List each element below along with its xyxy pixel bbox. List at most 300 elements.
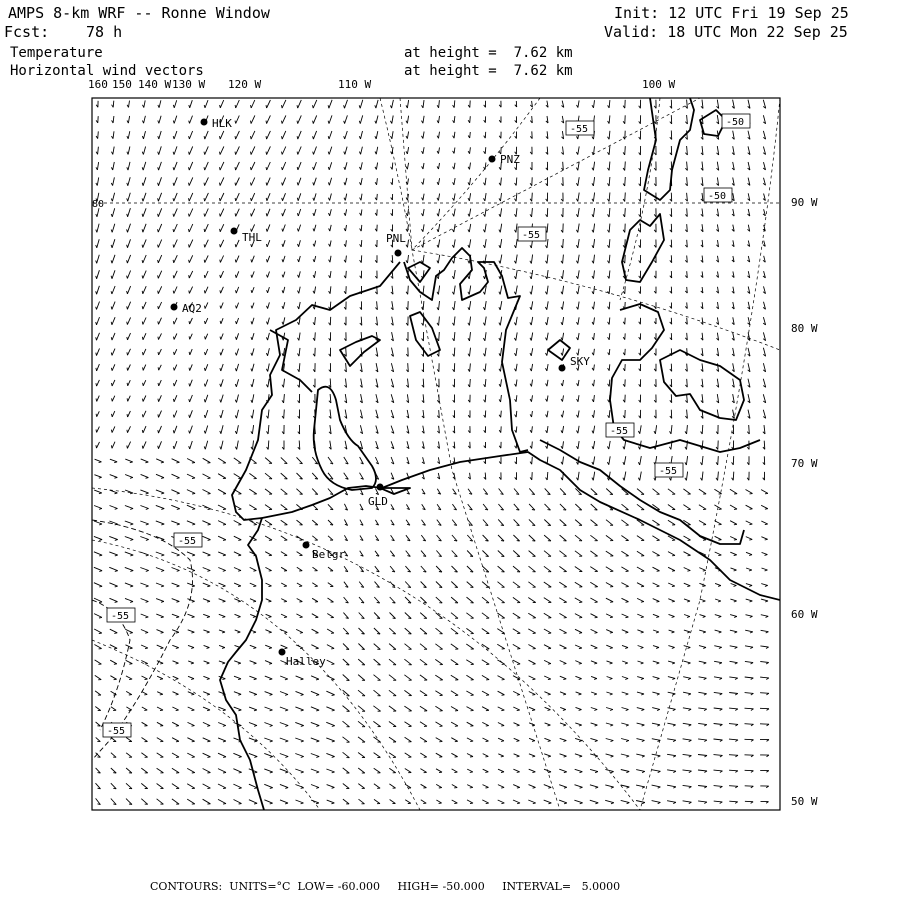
wind-vector-head <box>577 399 578 402</box>
wind-vector <box>218 799 226 803</box>
wind-vector-head <box>470 556 473 557</box>
wind-vector <box>609 318 610 325</box>
wind-vector <box>485 332 486 341</box>
wind-vector-head <box>207 741 210 742</box>
wind-vector <box>714 724 723 725</box>
wind-vector <box>547 333 548 341</box>
wind-vector <box>267 256 269 262</box>
wind-vector-head <box>657 709 660 710</box>
wind-vector-head <box>158 430 159 433</box>
wind-vector <box>281 552 287 556</box>
wind-vector <box>622 692 629 694</box>
wind-vector-head <box>297 136 298 139</box>
wind-vector <box>609 146 610 155</box>
wind-vector-head <box>720 694 723 695</box>
wind-vector-head <box>176 462 179 463</box>
wind-vector-head <box>223 524 226 525</box>
wind-vector <box>686 472 687 481</box>
wind-vector-head <box>99 524 102 525</box>
wind-vector-head <box>111 445 112 448</box>
wind-vector <box>159 318 162 325</box>
wind-vector <box>377 178 378 185</box>
wind-vector <box>299 317 300 324</box>
wind-vector-head <box>344 121 345 124</box>
wind-vector-head <box>360 167 361 170</box>
wind-vector-head <box>704 802 707 803</box>
wind-vector-head <box>765 601 768 602</box>
wind-vector-head <box>623 462 624 465</box>
wind-vector <box>609 224 610 233</box>
wind-vector <box>609 208 610 217</box>
wind-vector <box>128 396 131 402</box>
wind-vector-head <box>192 757 195 758</box>
wind-vector <box>637 504 644 509</box>
wind-vector <box>668 552 675 556</box>
wind-vector <box>156 505 164 508</box>
wind-vector-head <box>267 306 268 309</box>
wind-vector-head <box>112 414 113 417</box>
wind-vector <box>128 411 131 417</box>
wind-vector-head <box>765 509 768 510</box>
wind-vector-head <box>332 787 335 788</box>
wind-vector <box>594 100 595 108</box>
wind-vector-head <box>580 787 583 788</box>
wind-vector <box>142 738 148 742</box>
wind-vector-head <box>143 383 144 386</box>
wind-vector <box>174 146 177 154</box>
wind-vector <box>143 177 146 185</box>
wind-vector <box>127 317 130 324</box>
wind-vector <box>252 364 254 372</box>
wind-vector <box>684 630 690 632</box>
wind-vector <box>237 425 239 434</box>
wind-vector <box>112 286 115 294</box>
wind-vector-head <box>499 276 500 279</box>
wind-vector-head <box>142 183 143 186</box>
wind-vector <box>609 115 610 123</box>
wind-vector <box>233 784 241 788</box>
wind-vector <box>606 645 612 648</box>
wind-vector <box>746 521 753 524</box>
wind-vector <box>699 568 705 571</box>
wind-vector <box>219 599 226 602</box>
wind-vector-head <box>161 632 164 633</box>
wind-vector-head <box>546 399 547 402</box>
wind-vector-head <box>223 601 226 602</box>
wind-vector <box>500 301 502 310</box>
wind-vector <box>361 194 362 201</box>
wind-vector <box>684 599 690 601</box>
wind-vector <box>143 426 146 433</box>
wind-vector <box>97 270 100 279</box>
wind-vector <box>466 613 473 618</box>
wind-vector <box>485 163 486 170</box>
wind-vector <box>110 676 116 680</box>
wind-vector <box>283 225 286 232</box>
wind-vector <box>111 753 116 758</box>
wind-vector-head <box>173 167 174 170</box>
wind-vector <box>637 536 644 541</box>
wind-vector-head <box>222 632 225 633</box>
wind-vector-head <box>579 617 582 618</box>
wind-vector <box>560 488 566 494</box>
wind-vector <box>265 707 273 710</box>
svg-text:AQ2: AQ2 <box>182 302 202 315</box>
wind-vector-head <box>577 478 578 481</box>
wind-vector-head <box>501 509 504 510</box>
wind-vector-head <box>594 663 597 664</box>
wind-vector <box>140 521 148 524</box>
wind-vector <box>250 599 256 602</box>
wind-vector-head <box>532 756 535 757</box>
wind-vector <box>252 348 254 355</box>
wind-vector-head <box>270 694 273 695</box>
wind-vector <box>514 738 520 740</box>
wind-vector <box>652 723 660 725</box>
wind-vector-head <box>223 710 226 711</box>
wind-vector <box>715 552 722 555</box>
wind-vector <box>174 177 177 185</box>
wind-vector-head <box>282 105 283 108</box>
wind-vector-head <box>251 105 252 108</box>
wind-vector-head <box>610 632 613 633</box>
wind-vector <box>621 723 628 725</box>
wind-vector <box>97 317 100 325</box>
wind-vector <box>112 426 115 432</box>
wind-vector-head <box>251 167 252 170</box>
wind-vector <box>560 661 567 664</box>
wind-vector <box>205 395 208 402</box>
wind-vector <box>343 768 350 773</box>
wind-vector <box>562 426 563 433</box>
wind-vector <box>482 566 489 572</box>
wind-vector <box>219 661 225 663</box>
wind-vector-head <box>734 632 737 633</box>
wind-vector-head <box>453 214 454 217</box>
wind-vector-head <box>301 726 304 727</box>
wind-vector <box>111 768 116 773</box>
wind-vector <box>112 442 115 449</box>
wind-vector <box>264 738 272 741</box>
wind-vector <box>637 723 645 725</box>
wind-vector <box>189 162 192 170</box>
wind-vector <box>189 131 192 139</box>
wind-vector <box>159 411 162 418</box>
wind-vector <box>113 101 114 108</box>
wind-vector-head <box>623 478 624 481</box>
wind-vector-head <box>266 213 267 216</box>
wind-vector <box>698 801 707 802</box>
wind-vector <box>313 115 316 123</box>
wind-vector-head <box>501 772 504 773</box>
wind-vector-head <box>687 617 690 618</box>
wind-vector-head <box>158 167 159 170</box>
wind-vector <box>189 209 193 217</box>
wind-vector <box>590 800 598 803</box>
wind-vector <box>730 661 738 662</box>
wind-vector <box>125 552 133 555</box>
wind-vector-head <box>174 368 175 371</box>
wind-vector-head <box>189 214 190 217</box>
wind-vector <box>482 629 489 634</box>
wind-vector <box>189 271 192 278</box>
wind-vector <box>625 208 626 217</box>
wind-vector-head <box>129 664 132 665</box>
wind-vector-head <box>673 787 676 788</box>
wind-vector-head <box>561 322 562 325</box>
wind-vector <box>451 753 457 756</box>
wind-vector <box>485 317 486 326</box>
wind-vector <box>594 395 595 402</box>
wind-vector <box>125 521 133 524</box>
wind-vector-head <box>595 756 598 757</box>
wind-vector-head <box>161 571 164 572</box>
wind-vector <box>361 131 363 139</box>
wind-vector <box>559 613 566 617</box>
wind-vector <box>544 520 550 526</box>
wind-vector-head <box>548 772 551 773</box>
wind-vector <box>404 659 411 665</box>
wind-vector <box>609 255 610 263</box>
wind-vector <box>467 754 473 757</box>
wind-vector-head <box>734 555 737 556</box>
wind-vector-head <box>515 230 516 233</box>
wind-vector <box>451 582 457 588</box>
wind-vector-head <box>576 276 577 279</box>
wind-vector-head <box>703 647 706 648</box>
wind-vector <box>574 800 582 803</box>
wind-vector-head <box>297 229 298 232</box>
wind-vector-head <box>563 725 566 726</box>
wind-vector-head <box>207 726 210 727</box>
wind-vector <box>436 800 441 803</box>
wind-vector <box>374 675 381 681</box>
wind-vector <box>609 410 610 418</box>
wind-vector <box>684 536 691 540</box>
svg-text:SKY: SKY <box>570 355 590 368</box>
wind-vector <box>390 613 396 619</box>
wind-vector <box>466 691 473 695</box>
wind-vector-head <box>173 183 174 186</box>
wind-vector-head <box>594 679 597 680</box>
wind-vector-head <box>515 384 516 387</box>
wind-vector <box>141 599 149 602</box>
wind-vector-head <box>142 291 143 294</box>
wind-vector-head <box>688 678 691 679</box>
wind-vector <box>578 162 579 171</box>
wind-vector-head <box>577 446 578 449</box>
wind-vector <box>311 707 319 710</box>
wind-vector-head <box>239 788 242 789</box>
wind-vector-head <box>579 648 582 649</box>
wind-vector <box>330 209 332 216</box>
contour-label <box>704 188 732 202</box>
wind-vector-head <box>332 726 335 727</box>
wind-vector <box>330 302 331 310</box>
wind-vector <box>236 318 238 324</box>
wind-vector-head <box>502 679 505 680</box>
wind-vector-head <box>592 322 593 325</box>
wind-vector-head <box>580 772 583 773</box>
wind-vector-head <box>749 570 752 571</box>
wind-vector-head <box>548 648 551 649</box>
wind-vector <box>746 537 752 540</box>
wind-vector <box>187 490 195 494</box>
wind-vector <box>655 425 656 434</box>
wind-vector <box>172 568 180 571</box>
wind-vector-head <box>235 384 236 387</box>
wind-vector <box>205 380 208 387</box>
wind-vector <box>622 598 629 601</box>
wind-vector-head <box>579 756 582 757</box>
wind-vector <box>298 209 300 216</box>
wind-vector-head <box>238 694 241 695</box>
wind-vector-head <box>251 400 252 403</box>
wind-vector-head <box>313 213 314 216</box>
wind-vector <box>513 644 520 648</box>
wind-vector <box>621 770 629 772</box>
wind-vector-head <box>514 323 515 326</box>
wind-vector <box>143 349 146 355</box>
wind-vector <box>578 426 579 433</box>
wind-vector-head <box>173 430 174 433</box>
wind-vector <box>128 224 131 233</box>
wind-vector-head <box>144 694 147 695</box>
wind-vector-head <box>390 121 391 124</box>
wind-vector <box>156 459 164 462</box>
wind-vector-head <box>766 632 769 633</box>
wind-vector-head <box>626 586 629 587</box>
wind-vector <box>280 738 288 741</box>
wind-vector <box>547 380 548 386</box>
wind-vector <box>389 659 396 665</box>
wind-vector-head <box>561 415 562 418</box>
wind-vector <box>236 162 240 170</box>
wind-vector <box>407 147 408 154</box>
wind-vector <box>218 769 226 773</box>
wind-vector <box>513 660 520 664</box>
wind-vector <box>684 615 690 617</box>
wind-vector-head <box>486 741 489 742</box>
wind-vector <box>251 115 255 123</box>
wind-vector-head <box>641 663 644 664</box>
wind-vector <box>531 317 532 325</box>
wind-vector <box>559 800 567 803</box>
wind-vector-head <box>238 571 241 572</box>
wind-vector <box>560 520 567 526</box>
wind-vector-head <box>115 602 118 603</box>
wind-vector <box>314 147 317 155</box>
wind-vector-head <box>437 182 438 185</box>
wind-vector-head <box>517 664 520 665</box>
wind-vector-head <box>270 710 273 711</box>
wind-vector <box>606 567 613 571</box>
wind-vector-head <box>749 585 752 586</box>
wind-vector-head <box>266 152 267 155</box>
wind-vector <box>295 754 303 757</box>
wind-vector <box>593 456 594 464</box>
wind-vector-head <box>561 383 562 386</box>
wind-vector <box>454 116 455 123</box>
wind-vector-head <box>173 260 174 263</box>
field-name-temperature: Temperature <box>10 45 103 61</box>
wind-vector <box>529 707 535 710</box>
wind-vector <box>249 753 257 756</box>
wind-vector-head <box>548 725 551 726</box>
wind-vector <box>252 333 254 340</box>
wind-vector <box>330 225 331 231</box>
svg-text:-50: -50 <box>726 117 745 128</box>
wind-vector-head <box>766 616 769 617</box>
wind-vector <box>405 628 412 634</box>
wind-vector <box>438 194 439 201</box>
wind-vector-head <box>127 229 128 232</box>
wind-vector <box>609 239 610 248</box>
wind-vector-head <box>561 430 562 433</box>
wind-vector <box>233 769 241 773</box>
wind-vector <box>156 599 164 602</box>
wind-vector-head <box>656 632 659 633</box>
wind-vector-head <box>499 353 500 356</box>
wind-vector <box>714 646 721 648</box>
wind-vector-head <box>158 229 159 232</box>
wind-vector-head <box>220 214 221 217</box>
wind-vector <box>251 146 255 154</box>
wind-vector <box>174 365 177 371</box>
wind-vector-head <box>204 431 205 434</box>
wind-vector <box>699 630 706 632</box>
wind-vector <box>358 675 365 681</box>
wind-vector-head <box>626 710 629 711</box>
wind-vector-head <box>546 384 547 387</box>
wind-vector <box>528 800 535 803</box>
wind-vector-head <box>330 509 333 510</box>
wind-vector-head <box>254 726 257 727</box>
wind-vector <box>174 441 177 449</box>
wind-vector-head <box>177 524 180 525</box>
wind-vector <box>559 629 566 633</box>
wind-vector-head <box>270 726 273 727</box>
wind-vector <box>531 364 532 371</box>
contour-label <box>566 121 594 135</box>
wind-vector <box>655 441 656 450</box>
wind-vector-head <box>268 601 271 602</box>
wind-vector <box>451 691 458 695</box>
wind-vector <box>547 301 548 309</box>
wind-vector-head <box>111 245 112 248</box>
wind-vector-head <box>254 540 257 541</box>
wind-vector-head <box>592 462 593 465</box>
wind-vector <box>327 785 335 788</box>
wind-vector <box>236 100 240 108</box>
wind-vector <box>377 194 378 200</box>
wind-vector <box>451 597 458 603</box>
wind-vector <box>174 224 178 232</box>
station-halley <box>279 649 327 669</box>
wind-vector <box>761 599 768 601</box>
wind-vector <box>298 100 302 108</box>
graticule-line <box>380 98 412 250</box>
wind-vector <box>578 270 579 278</box>
wind-vector <box>268 379 269 387</box>
wind-vector <box>295 738 303 741</box>
wind-vector <box>327 645 334 649</box>
wind-vector <box>189 255 192 262</box>
wind-vector <box>281 583 287 586</box>
wind-vector <box>313 131 316 139</box>
wind-vector <box>454 286 455 295</box>
wind-vector <box>143 441 146 448</box>
